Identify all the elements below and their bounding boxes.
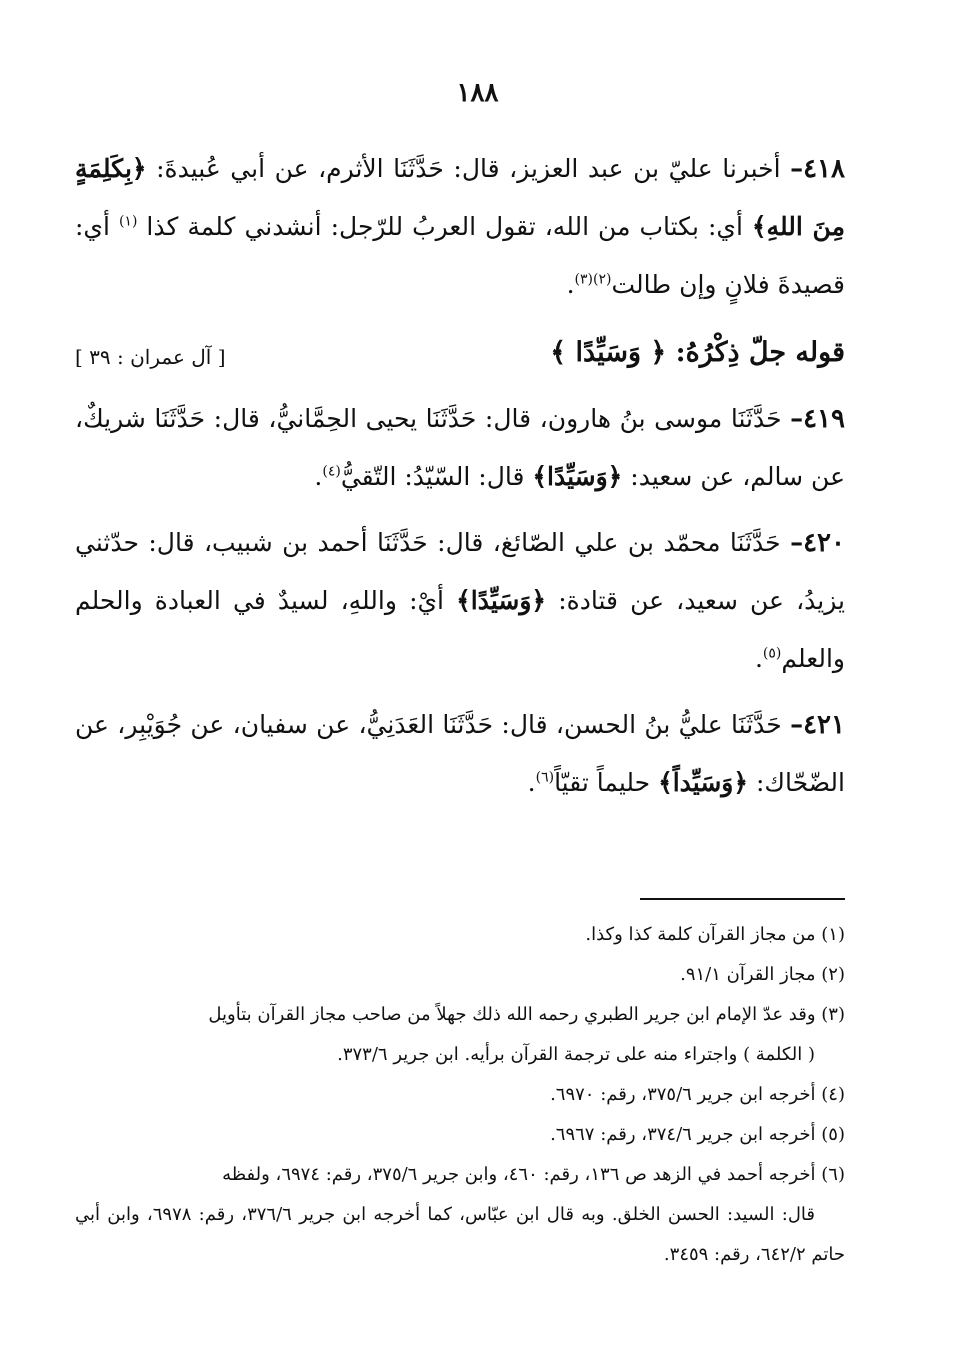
- entry-number: ٤١٩: [803, 404, 845, 434]
- entry-number: ٤٢٠: [803, 528, 845, 558]
- footnote-text: أخرجه أحمد في الزهد ص ١٣٦، رقم: ٤٦٠، وابن جرير ٣٧٥/٦، رقم: ٦٩٧٤، ولفظه: [222, 1164, 816, 1185]
- footnote-mark: (٢): [821, 964, 845, 985]
- footnote-text: من مجاز القرآن كلمة كذا وكذا.: [585, 924, 816, 945]
- entry-420: [75, 514, 845, 688]
- footnote-text: أخرجه ابن جرير ٣٧٥/٦، رقم: ٦٩٧٠.: [550, 1084, 816, 1105]
- footnotes: [75, 915, 845, 1275]
- entry-text: أي: قصيدةَ فلانٍ وإن طالت: [75, 212, 845, 299]
- footnote-5: [75, 1115, 845, 1155]
- entry-text: أخبرنا عليّ بن عبد العزيز، قال: حَدَّثَنَا الأثرم، عن أبي عُبيدةَ:: [146, 154, 791, 183]
- quran-quote: ﴿وَسَيِّدًا﴾: [456, 586, 547, 615]
- footnote-mark: (١): [821, 924, 845, 945]
- footnote-mark: (٣): [821, 1004, 845, 1025]
- entry-text: قال: السّيّدُ: التّقيُّ: [340, 462, 533, 491]
- entry-419: [75, 390, 845, 506]
- main-text: [75, 140, 845, 820]
- entry-418: [75, 140, 845, 314]
- entry-end: .: [314, 462, 323, 491]
- entry-text: حَدَّثَنَا موسى بنُ هارون، قال: حَدَّثَنَا يحيى الحِمَّانيُّ، قال: حَدَّثَنَا شريكٌ، عن سالم، عن سعيد:: [75, 404, 845, 491]
- entry-dash: –: [790, 528, 804, 558]
- entry-dash: –: [790, 710, 804, 740]
- footnote-1: [75, 915, 845, 955]
- footnote-text: وقد عدّ الإمام ابن جرير الطبري رحمه الله ذلك جهلاً من صاحب مجاز القرآن بتأويل: [208, 1004, 816, 1025]
- footnote-text: مجاز القرآن ٩١/١.: [680, 964, 816, 985]
- entry-number: ٤٢١: [803, 710, 845, 740]
- footnote-text-continued: قال: السيد: الحسن الخلق. وبه قال ابن عبّاس، كما أخرجه ابن جرير ٣٧٦/٦، رقم: ٦٩٧٨، وابن أبي حاتم ٦٤٢/٢، رقم: ٣٤٥٩.: [75, 1204, 845, 1265]
- entry-dash: –: [790, 154, 804, 184]
- entry-end: .: [527, 768, 536, 797]
- footnote-text: أخرجه ابن جرير ٣٧٤/٦، رقم: ٦٩٦٧.: [550, 1124, 816, 1145]
- entry-text: حَدَّثَنَا محمّد بن علي الصّائغ، قال: حَدَّثَنَا أحمد بن شبيب، قال: حدّثني يزيدُ، عن سعيد، عن قتادة:: [75, 528, 845, 615]
- section-heading-row: [75, 324, 845, 384]
- footnote-text-continued: ( الكلمة ) واجتراء منه على ترجمة القرآن برأيه. ابن جرير ٣٧٣/٦.: [337, 1044, 815, 1065]
- footnote-2: [75, 955, 845, 995]
- quran-quote: ﴿وَسَيِّداً﴾: [658, 768, 749, 797]
- entry-number: ٤١٨: [803, 154, 845, 184]
- quran-quote: ﴿وَسَيِّدًا﴾: [532, 462, 623, 491]
- footnote-ref: (٦): [535, 769, 555, 786]
- section-heading: قوله جلّ ذِكْرُهُ: ﴿ وَسَيِّدًا ﴾: [550, 337, 845, 368]
- verse-reference: [ آل عمران : ٣٩ ]: [75, 345, 226, 369]
- footnote-4: [75, 1075, 845, 1115]
- page-number: ١٨٨: [456, 78, 499, 108]
- entry-text: حَدَّثَنَا عليُّ بنُ الحسن، قال: حَدَّثَنَا العَدَنِيُّ، عن سفيان، عن جُوَيْبِر، عن الضّحّاك:: [75, 710, 845, 797]
- entry-end: .: [566, 270, 575, 299]
- footnote-ref: (١): [118, 213, 138, 230]
- footnote-divider: [640, 898, 845, 900]
- entry-text: أي: بكتاب من الله، تقول العربُ للرّجل: أنشدني كلمة كذا: [137, 212, 752, 241]
- footnote-mark: (٤): [821, 1084, 845, 1105]
- quran-quote: ﴿بِكَلِمَةٍ مِنَ اللهِ﴾: [75, 154, 845, 241]
- footnote-mark: (٦): [821, 1164, 845, 1185]
- footnote-mark: (٥): [821, 1124, 845, 1145]
- entry-dash: –: [790, 404, 804, 434]
- entry-421: [75, 696, 845, 812]
- footnote-ref: (٤): [322, 463, 341, 480]
- footnote-6: [75, 1155, 845, 1275]
- footnote-3: [75, 995, 845, 1075]
- entry-end: .: [754, 644, 763, 673]
- entry-text: أيْ: واللهِ، لسيدٌ في العبادة والحلم والعلم: [75, 586, 845, 673]
- entry-text: حليماً تقيّاً: [554, 768, 659, 797]
- footnote-ref: (٢)(٣): [574, 271, 612, 288]
- footnote-ref: (٥): [762, 645, 782, 662]
